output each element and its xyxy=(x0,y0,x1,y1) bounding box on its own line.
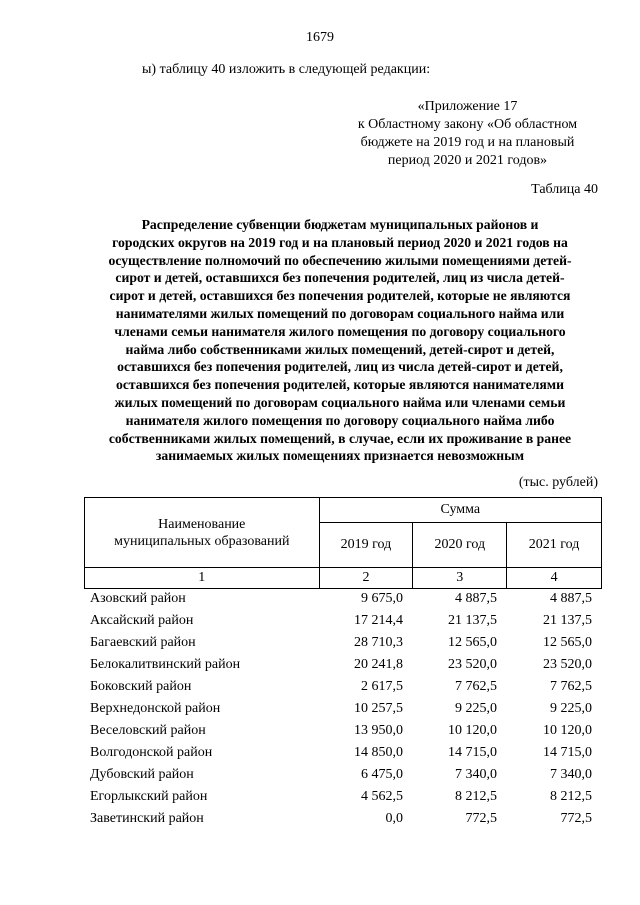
appendix-line: период 2020 и 2021 годов» xyxy=(387,153,548,168)
municipality-name: Боковский район xyxy=(90,679,192,694)
appendix-note xyxy=(340,98,595,170)
municipality-name: Белокалитвинский район xyxy=(90,657,241,672)
value-2020: 12 565,0 xyxy=(448,635,497,650)
value-2021: 8 212,5 xyxy=(550,789,592,804)
title-line: найма либо собственниками жилых помещений, детей-сирот и детей, xyxy=(125,341,555,357)
header-name-cell xyxy=(85,498,320,568)
title-line: нанимателями жилых помещений по договорам социального найма или xyxy=(115,305,565,321)
header-year-2021: 2021 год xyxy=(507,523,602,568)
table-row xyxy=(84,676,602,698)
title-line: нанимателя жилого помещения по договору социального найма либо xyxy=(125,412,555,428)
title-line: городских округов на 2019 год и на плановый период 2020 и 2021 годов на xyxy=(112,234,568,250)
value-2021: 12 565,0 xyxy=(543,635,592,650)
appendix-line: бюджете на 2019 год и на плановый xyxy=(360,135,575,150)
table-row xyxy=(84,654,602,676)
header-sum-cell: Сумма xyxy=(319,498,601,523)
value-2019: 2 617,5 xyxy=(361,679,403,694)
appendix-line: «Приложение 17 xyxy=(417,99,518,114)
table-row xyxy=(84,808,602,830)
value-2021: 4 887,5 xyxy=(550,591,592,606)
value-2021: 7 340,0 xyxy=(550,767,592,782)
header-year-2019: 2019 год xyxy=(319,523,413,568)
value-2019: 28 710,3 xyxy=(354,635,403,650)
value-2021: 14 715,0 xyxy=(543,745,592,760)
table-row xyxy=(84,698,602,720)
data-rows xyxy=(84,588,602,830)
table-row xyxy=(84,742,602,764)
value-2020: 7 762,5 xyxy=(455,679,497,694)
document-title xyxy=(80,216,600,465)
value-2021: 772,5 xyxy=(560,811,592,826)
table-row xyxy=(84,764,602,786)
intro-line: ы) таблицу 40 изложить в следующей редакции: xyxy=(142,62,431,77)
title-line: оставшихся без попечения родителей, которые являются нанимателями xyxy=(115,377,565,393)
column-number: 2 xyxy=(319,568,413,589)
table-row xyxy=(84,632,602,654)
municipality-name: Заветинский район xyxy=(90,811,204,826)
column-number: 1 xyxy=(85,568,320,589)
value-2021: 23 520,0 xyxy=(543,657,592,672)
value-2021: 7 762,5 xyxy=(550,679,592,694)
value-2019: 17 214,4 xyxy=(354,613,403,628)
title-line: жилых помещений по договорам социального найма или членами семьи xyxy=(114,394,566,410)
value-2021: 9 225,0 xyxy=(550,701,592,716)
title-line: сирот и детей, оставшихся без попечения родителей, лиц из числа детей- xyxy=(115,270,565,286)
table-header xyxy=(84,497,602,589)
table-label: Таблица 40 xyxy=(531,182,598,197)
value-2020: 8 212,5 xyxy=(455,789,497,804)
value-2019: 4 562,5 xyxy=(361,789,403,804)
value-2019: 14 850,0 xyxy=(354,745,403,760)
column-number: 3 xyxy=(413,568,507,589)
value-2019: 9 675,0 xyxy=(361,591,403,606)
column-number: 4 xyxy=(507,568,602,589)
municipality-name: Азовский район xyxy=(90,591,186,606)
value-2020: 7 340,0 xyxy=(455,767,497,782)
title-line: занимаемых жилых помещениях признается невозможным xyxy=(155,448,525,464)
value-2021: 10 120,0 xyxy=(543,723,592,738)
municipality-name: Егорлыкский район xyxy=(90,789,208,804)
value-2021: 21 137,5 xyxy=(543,613,592,628)
title-line: сирот и детей, оставшихся без попечения родителей, которые не являются xyxy=(109,288,571,304)
table-row xyxy=(84,588,602,610)
municipality-name: Верхнедонской район xyxy=(90,701,221,716)
rows-body xyxy=(84,588,602,830)
value-2020: 10 120,0 xyxy=(448,723,497,738)
value-2019: 6 475,0 xyxy=(361,767,403,782)
value-2020: 23 520,0 xyxy=(448,657,497,672)
municipality-name: Волгодонской район xyxy=(90,745,213,760)
table-row xyxy=(84,786,602,808)
appendix-line: к Областному закону «Об областном xyxy=(357,117,578,132)
value-2020: 4 887,5 xyxy=(455,591,497,606)
title-line: членами семьи нанимателя жилого помещения по договору социального xyxy=(114,323,566,339)
municipality-name: Аксайский район xyxy=(90,613,194,628)
header-year-2020: 2020 год xyxy=(413,523,507,568)
units-label: (тыс. рублей) xyxy=(518,475,598,490)
value-2020: 14 715,0 xyxy=(448,745,497,760)
municipality-name: Веселовский район xyxy=(90,723,206,738)
value-2020: 772,5 xyxy=(465,811,497,826)
header-name-line: муниципальных образований xyxy=(114,533,290,549)
table-row xyxy=(84,610,602,632)
value-2020: 21 137,5 xyxy=(448,613,497,628)
value-2019: 20 241,8 xyxy=(354,657,403,672)
municipality-name: Багаевский район xyxy=(90,635,196,650)
title-line: оставшихся без попечения родителей, лиц из числа детей-сирот и детей, xyxy=(117,359,563,375)
page-number: 1679 xyxy=(306,30,334,45)
municipality-name: Дубовский район xyxy=(90,767,194,782)
title-line: собственниками жилых помещений, в случае, если их проживание в ранее xyxy=(108,430,572,446)
title-line: осуществление полномочий по обеспечению жилыми помещениями детей- xyxy=(108,252,572,268)
value-2019: 0,0 xyxy=(385,811,403,826)
header-name-line: Наименование xyxy=(158,516,246,532)
title-line: Распределение субвенции бюджетам муниципальных районов и xyxy=(141,217,539,232)
value-2020: 9 225,0 xyxy=(455,701,497,716)
value-2019: 10 257,5 xyxy=(354,701,403,716)
value-2019: 13 950,0 xyxy=(354,723,403,738)
table-row xyxy=(84,720,602,742)
